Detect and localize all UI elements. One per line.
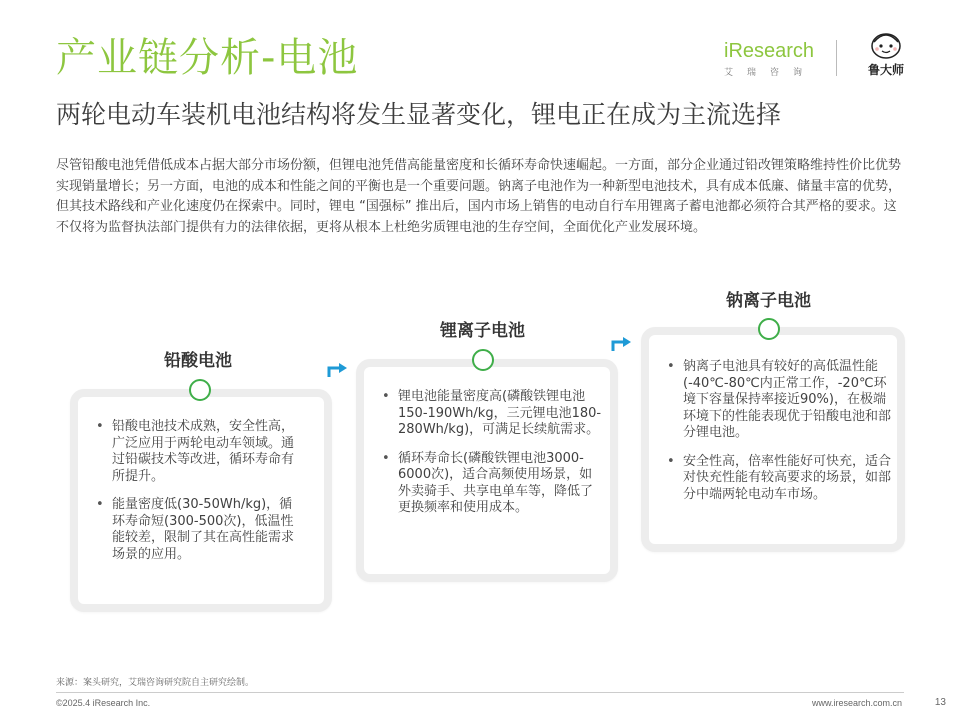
card-title-lead-acid: 铅酸电池 [164,351,232,371]
intro-paragraph: 尽管铅酸电池凭借低成本占据大部分市场份额，但锂电池凭借高能量密度和长循环寿命快速崛起。一方面，部分企业通过铅改锂策略维持性价比优势实现销量增长；另一方面，电池的成本和性能之间的平衡也是一个重要问题。钠离子电池作为一种新型电池技术，具有成本低廉、储量丰富的优势，但其技术路线和产业化速度仍在探索中。同时，锂电 “国强标” 推出后，国内市场上销售的电动自行车用锂离子蓄电池都必须符合其严格的要求。这不仅将为监督执法部门提供有力的法律依据，更将从根本上杜绝劣质锂电池的生存空间，全面优化产业发展环境。 [56,158,902,235]
card-lithium-ion [356,359,618,582]
card-sodium-ion [641,327,905,552]
iresearch-logo-word: iResearch [724,40,815,62]
footer-divider [56,692,904,693]
list-item: • 能量密度低(30-50Wh/kg)，循环寿命短(300-500次)，低温性能较差，限制了其在高性能需求场景的应用。 [94,497,300,563]
ludashi-logo [858,30,914,84]
iresearch-logo [724,40,824,84]
logo-divider [836,40,837,76]
website-url: www.iresearch.com.cn [811,698,902,708]
card-title-lithium-ion: 锂离子电池 [440,321,525,341]
step-circle-icon [189,379,211,401]
card-lead-acid-list [94,419,300,575]
step-circle-icon [472,349,494,371]
list-item: • 循环寿命长(磷酸铁锂电池3000-6000次)，适合高频使用场景，如外卖骑手、共享电单车等，降低了更换频率和使用成本。 [380,451,602,517]
ludashi-logo-text: 鲁大师 [867,63,904,77]
page-title: 产业链分析-电池 [56,35,359,81]
step-arrow-icon [610,334,634,352]
page-subtitle: 两轮电动车装机电池结构将发生显著变化，锂电正在成为主流选择 [56,100,782,129]
step-circle-icon [758,318,780,340]
ludashi-mascot-icon [858,30,914,60]
source-note: 来源：案头研究，艾瑞咨询研究院自主研究绘制。 [56,678,255,688]
page-number: 13 [934,697,946,708]
list-item: • 铅酸电池技术成熟，安全性高，广泛应用于两轮电动车领域。通过铅碳技术等改进，循环寿命有所提升。 [94,419,300,485]
list-item: • 安全性高，倍率性能好可快充，适合对快充性能有较高要求的场景，如部分中端两轮电动车市场。 [665,454,891,504]
card-lead-acid [70,389,332,612]
card-sodium-ion-list [665,359,891,515]
card-lithium-ion-list [380,389,602,529]
card-title-sodium-ion: 钠离子电池 [726,291,811,311]
copyright: ©2025.4 iResearch Inc. [56,698,151,708]
step-arrow-icon [326,360,350,378]
list-item: • 钠离子电池具有较好的高低温性能(-40℃-80℃内正常工作，-20℃环境下容量保持率接近90%)，在极端环境下的性能表现优于铅酸电池和部分锂电池。 [665,359,891,442]
list-item: • 锂电池能量密度高(磷酸铁锂电池150-190Wh/kg，三元锂电池180-280Wh/kg)，可满足长续航需求。 [380,389,602,439]
iresearch-logo-cn: 艾瑞咨询 [724,68,817,78]
